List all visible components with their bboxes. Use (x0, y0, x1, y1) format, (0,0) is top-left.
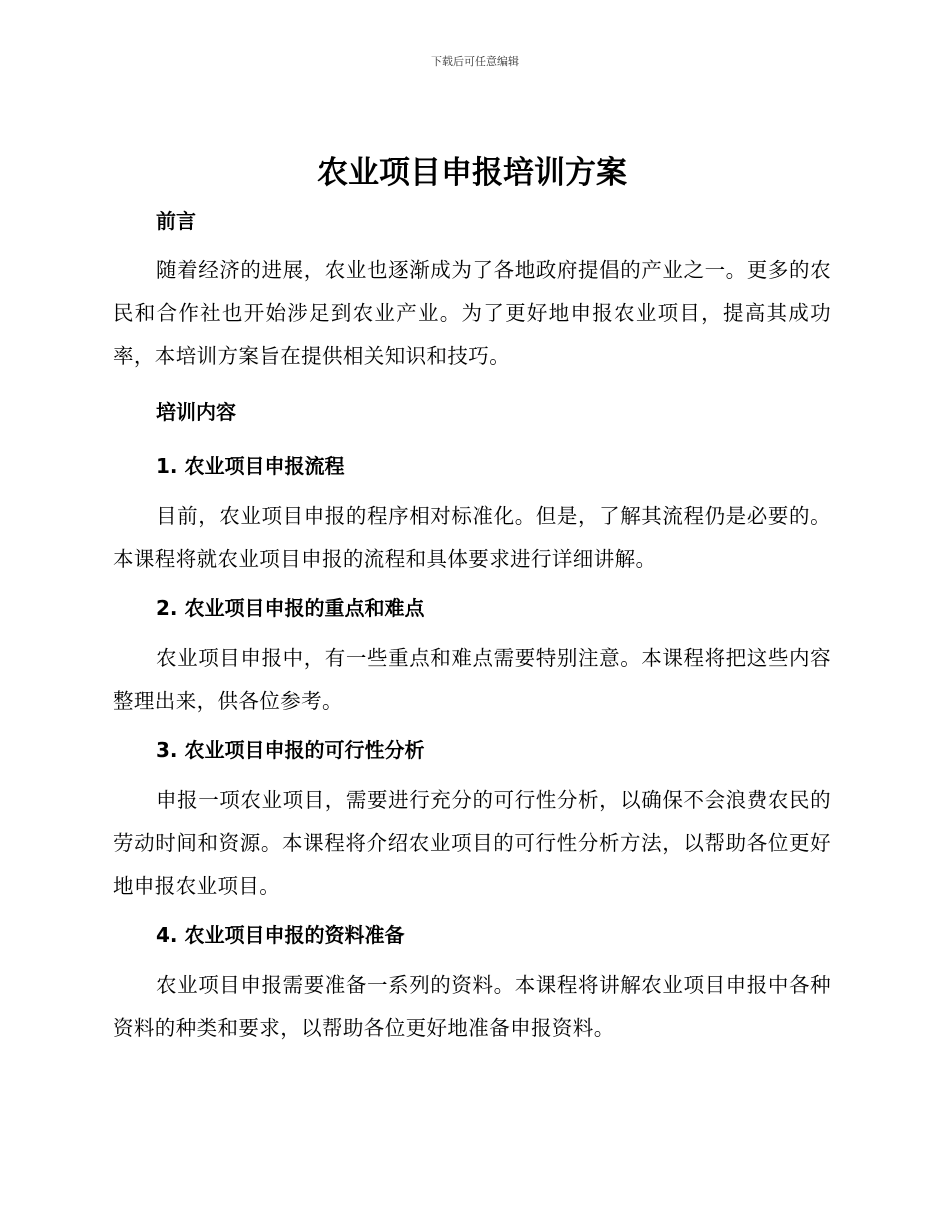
section-2-paragraph: 农业项目申报中，有一些重点和难点需要特别注意。本课程将把这些内容整理出来，供各位参考。 (113, 646, 831, 713)
section-4-paragraph: 农业项目申报需要准备一系列的资料。本课程将讲解农业项目申报中各种资料的种类和要求，以帮助各位更好地准备申报资料。 (113, 973, 831, 1040)
document-body (113, 148, 831, 1050)
document-title: 农业项目申报培训方案 (317, 155, 627, 191)
section-4-heading: 4. 农业项目申报的资料准备 (156, 923, 405, 947)
section-3-paragraph: 申报一项农业项目，需要进行充分的可行性分析，以确保不会浪费农民的劳动时间和资源。本课程将介绍农业项目的可行性分析方法，以帮助各位更好地申报农业项目。 (113, 788, 831, 898)
section-2-heading: 2. 农业项目申报的重点和难点 (156, 596, 425, 620)
training-content-heading: 培训内容 (156, 400, 236, 424)
section-1-paragraph: 目前，农业项目申报的程序相对标准化。但是，了解其流程仍是必要的。本课程将就农业项目申报的流程和具体要求进行详细讲解。 (113, 504, 831, 571)
section-3-heading: 3. 农业项目申报的可行性分析 (156, 738, 425, 762)
preface-heading: 前言 (156, 209, 196, 233)
preface-paragraph: 随着经济的进展，农业也逐渐成为了各地政府提倡的产业之一。更多的农民和合作社也开始涉足到农业产业。为了更好地申报农业项目，提高其成功率，本培训方案旨在提供相关知识和技巧。 (113, 258, 831, 368)
page-header-note: 下载后可任意编辑 (431, 55, 519, 68)
section-1-heading: 1. 农业项目申报流程 (156, 454, 345, 478)
